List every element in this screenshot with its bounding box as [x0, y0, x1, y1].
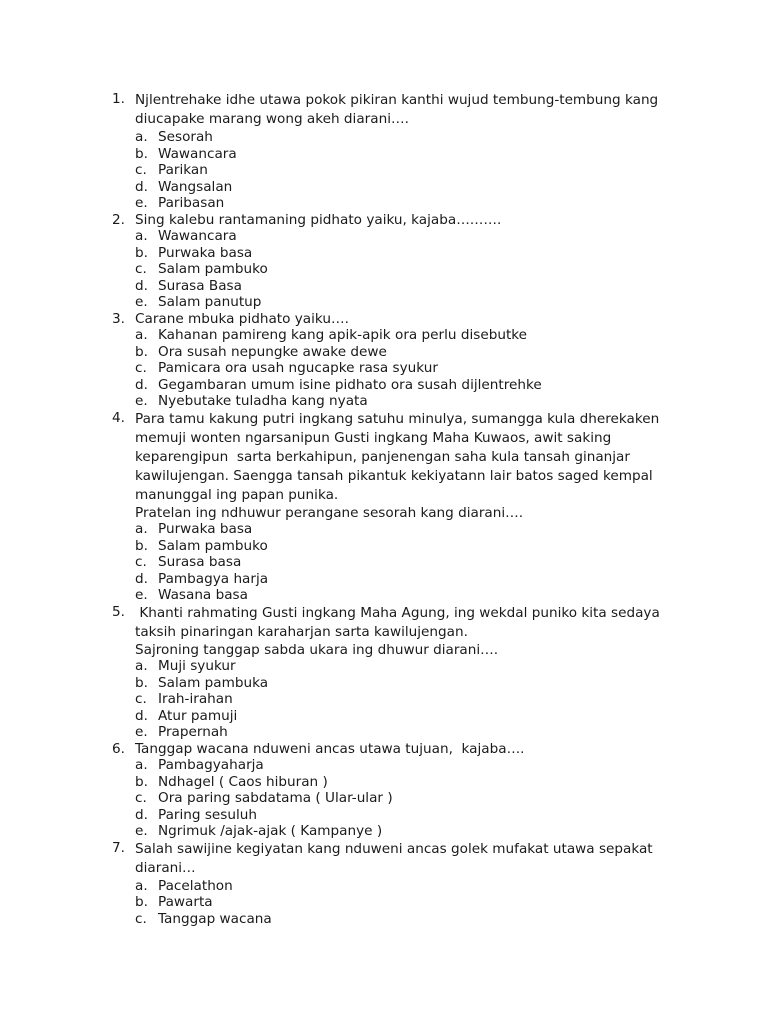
question-text: [135, 840, 672, 878]
answer-option: [135, 162, 672, 179]
option-letter: c.: [135, 910, 147, 927]
question-item: [112, 212, 672, 311]
question-text: [135, 410, 672, 505]
option-list: [112, 521, 672, 604]
question-item: [112, 91, 672, 212]
answer-option: [135, 360, 672, 377]
option-letter: d.: [135, 707, 148, 724]
option-list: [112, 228, 672, 311]
option-letter: e.: [135, 393, 148, 409]
question-item: [112, 604, 672, 741]
answer-option: [135, 245, 672, 262]
question-number: 1.: [112, 91, 125, 107]
answer-option: [135, 195, 672, 212]
option-text: Wangsalan: [158, 178, 233, 195]
option-text: Pambagyaharja: [158, 757, 264, 773]
option-letter: c.: [135, 790, 147, 806]
question-list: [112, 91, 672, 927]
question-stem: [112, 410, 672, 505]
question-text-line: keparengipun sarta berkahipun, panjenengan saha kula tansah ginanjar: [135, 448, 630, 465]
option-letter: e.: [135, 724, 148, 740]
option-text: Pawarta: [158, 894, 213, 910]
question-number: 4.: [112, 409, 125, 426]
answer-option: [135, 774, 672, 791]
option-letter: a.: [135, 129, 148, 145]
option-text: Irah-irahan: [158, 691, 233, 707]
question-text-line: taksih pinaringan karaharjan sarta kawilujengan.: [135, 623, 468, 640]
question-stem: [112, 311, 672, 328]
question-item: [112, 311, 672, 410]
option-text: Wasana basa: [158, 587, 248, 603]
question-text-line: Sing kalebu rantamaning pidhato yaiku, kajaba……….: [135, 211, 502, 228]
option-letter: c.: [135, 360, 147, 376]
question-text-line: kawilujengan. Saengga tansah pikantuk kekiyatann lair batos saged kempal: [135, 467, 653, 484]
question-stem: [112, 840, 672, 878]
question-text: [135, 311, 672, 328]
option-list: [112, 757, 672, 840]
option-letter: b.: [135, 773, 148, 790]
option-letter: b.: [135, 343, 148, 360]
option-letter: a.: [135, 877, 148, 894]
answer-option: [135, 878, 672, 895]
question-text: [135, 91, 672, 129]
question-number: 5.: [112, 603, 125, 620]
question-item: [112, 741, 672, 840]
option-letter: d.: [135, 376, 148, 393]
option-text: Purwaka basa: [158, 521, 253, 537]
question-prompt: Pratelan ing ndhuwur perangane sesorah kang diarani….: [135, 504, 524, 521]
option-text: Surasa Basa: [158, 277, 242, 294]
option-text: Gegambaran umum isine pidhato ora susah dijlentrehke: [158, 376, 542, 393]
question-item: [112, 410, 672, 604]
option-text: Muji syukur: [158, 658, 236, 674]
option-text: Surasa basa: [158, 554, 242, 570]
option-text: Parikan: [158, 162, 208, 178]
answer-option: [135, 261, 672, 278]
question-number: 3.: [112, 310, 125, 327]
option-letter: e.: [135, 195, 148, 211]
option-letter: b.: [135, 894, 148, 910]
question-text-line: Salah sawijine kegiyatan kang nduweni ancas golek mufakat utawa sepakat: [135, 840, 653, 857]
option-text: Ora paring sabdatama ( Ular-ular ): [158, 790, 393, 806]
option-letter: d.: [135, 178, 148, 195]
option-letter: b.: [135, 537, 148, 554]
question-text-line: memuji wonten ngarsanipun Gusti ingkang Maha Kuwaos, awit saking: [135, 429, 612, 446]
option-letter: a.: [135, 521, 148, 537]
question-stem: [112, 741, 672, 758]
option-letter: c.: [135, 554, 147, 570]
answer-option: [135, 807, 672, 824]
question-text-line: Para tamu kakung putri ingkang satuhu minulya, sumangga kula dherekaken: [135, 410, 660, 427]
option-letter: c.: [135, 691, 147, 707]
answer-option: [135, 691, 672, 708]
answer-option: [135, 228, 672, 245]
answer-option: [135, 571, 672, 588]
question-text-line: Tanggap wacana nduweni ancas utawa tujuan, kajaba….: [135, 740, 525, 757]
option-letter: e.: [135, 587, 148, 603]
answer-option: [135, 894, 672, 911]
question-stem: [112, 604, 672, 642]
option-text: Atur pamuji: [158, 707, 238, 724]
question-number: 7.: [112, 839, 125, 856]
answer-option: [135, 658, 672, 675]
question-number: 2.: [112, 211, 125, 228]
option-letter: a.: [135, 228, 148, 244]
option-letter: c.: [135, 261, 147, 277]
answer-option: [135, 587, 672, 604]
option-text: Pacelathon: [158, 877, 233, 894]
option-text: Pamicara ora usah ngucapke rasa syukur: [158, 360, 438, 376]
option-letter: a.: [135, 658, 148, 674]
answer-option: [135, 790, 672, 807]
option-letter: c.: [135, 162, 147, 178]
option-text: Wawancara: [158, 145, 237, 162]
option-text: Nyebutake tuladha kang nyata: [158, 393, 368, 409]
question-text-line: diarani…: [135, 859, 196, 876]
option-text: Ndhagel ( Caos hiburan ): [158, 773, 328, 790]
question-text-line: Njlentrehake idhe utawa pokok pikiran kanthi wujud tembung-tembung kang: [135, 92, 659, 108]
answer-option: [135, 146, 672, 163]
answer-option: [135, 521, 672, 538]
option-text: Paring sesuluh: [158, 806, 257, 823]
option-letter: d.: [135, 806, 148, 823]
answer-option: [135, 278, 672, 295]
answer-option: [135, 823, 672, 840]
option-text: Kahanan pamireng kang apik-apik ora perlu disebutke: [158, 327, 528, 343]
question-text-line: diucapake marang wong akeh diarani….: [135, 111, 409, 127]
option-list: [112, 878, 672, 928]
option-letter: b.: [135, 244, 148, 261]
answer-option: [135, 129, 672, 146]
option-letter: b.: [135, 674, 148, 691]
answer-option: [135, 675, 672, 692]
option-letter: d.: [135, 570, 148, 587]
option-text: Pambagya harja: [158, 570, 269, 587]
question-text-line: Carane mbuka pidhato yaiku….: [135, 310, 349, 327]
answer-option: [135, 327, 672, 344]
option-text: Purwaka basa: [158, 244, 253, 261]
option-text: Ngrimuk /ajak-ajak ( Kampanye ): [158, 823, 383, 839]
question-item: [112, 840, 672, 928]
answer-option: [135, 911, 672, 928]
question-text: [135, 604, 672, 642]
answer-option: [135, 554, 672, 571]
option-text: Salam pambuko: [158, 537, 268, 554]
question-prompt: Sajroning tanggap sabda ukara ing dhuwur diarani….: [135, 641, 499, 658]
option-text: Paribasan: [158, 195, 225, 211]
option-letter: a.: [135, 757, 148, 773]
option-letter: d.: [135, 277, 148, 294]
answer-option: [135, 708, 672, 725]
option-text: Salam panutup: [158, 294, 262, 310]
question-stem: [112, 91, 672, 129]
option-text: Prapernah: [158, 724, 228, 740]
option-text: Wawancara: [158, 228, 237, 244]
option-text: Tanggap wacana: [158, 910, 272, 927]
option-text: Ora susah nepungke awake dewe: [158, 343, 387, 360]
question-number: 6.: [112, 740, 125, 757]
answer-option: [135, 179, 672, 196]
question-text: [135, 212, 672, 229]
option-list: [112, 129, 672, 212]
answer-option: [135, 393, 672, 410]
option-letter: a.: [135, 327, 148, 343]
question-text-line: manunggal ing papan punika.: [135, 486, 339, 503]
option-text: Sesorah: [158, 129, 213, 145]
question-text-line: Khanti rahmating Gusti ingkang Maha Agung, ing wekdal puniko kita sedaya: [135, 604, 660, 621]
option-list: [112, 658, 672, 741]
question-stem: [112, 212, 672, 229]
answer-option: [135, 538, 672, 555]
option-text: Salam pambuka: [158, 674, 269, 691]
option-letter: b.: [135, 145, 148, 162]
answer-option: [135, 344, 672, 361]
option-letter: e.: [135, 294, 148, 310]
question-text: [135, 741, 672, 758]
answer-option: [135, 724, 672, 741]
answer-option: [135, 757, 672, 774]
option-text: Salam pambuko: [158, 261, 268, 277]
answer-option: [135, 294, 672, 311]
option-letter: e.: [135, 823, 148, 839]
option-list: [112, 327, 672, 410]
answer-option: [135, 377, 672, 394]
